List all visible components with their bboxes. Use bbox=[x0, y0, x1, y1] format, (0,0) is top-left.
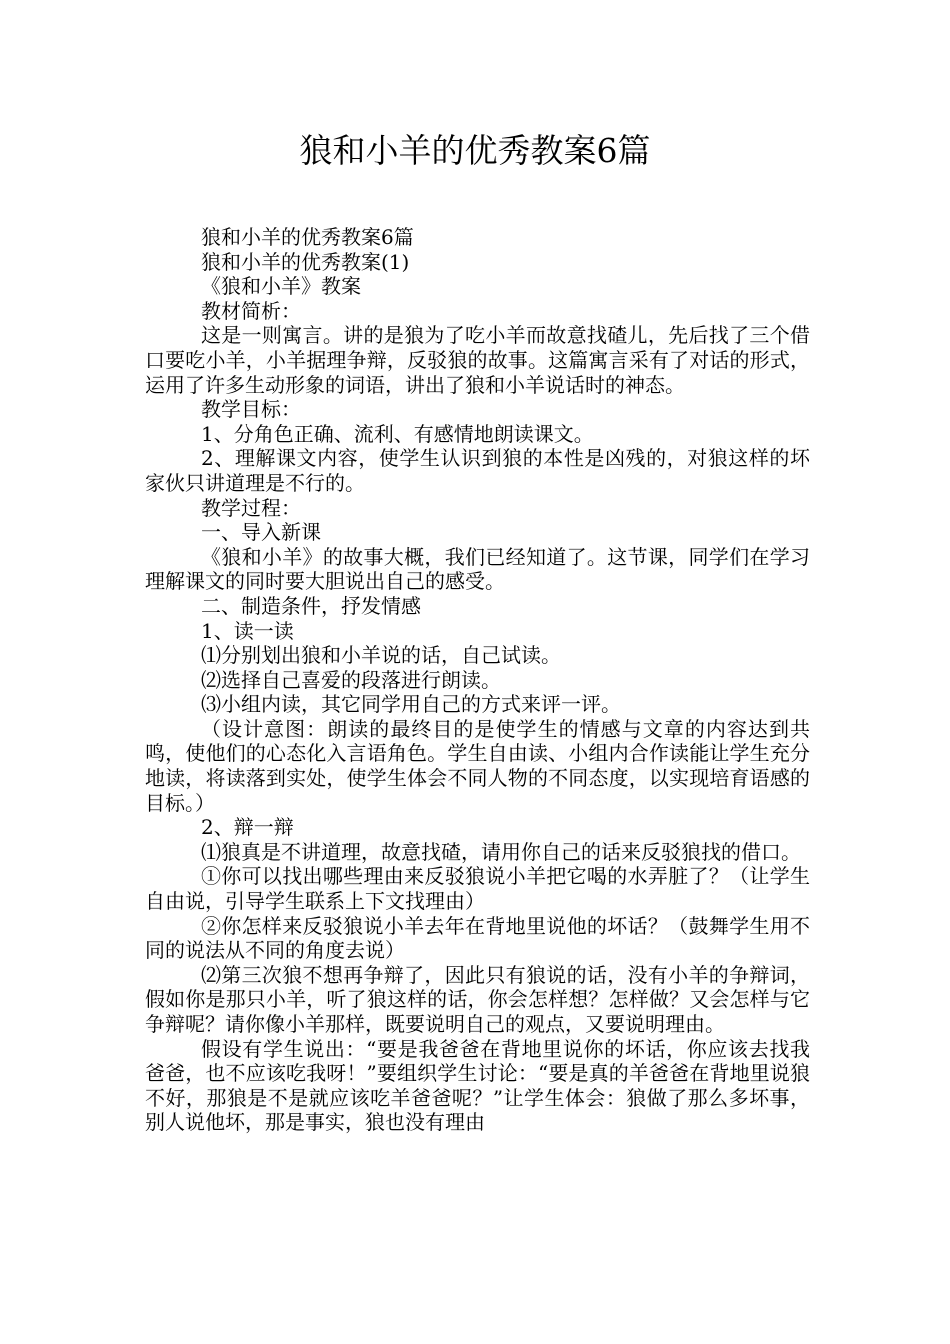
paragraph-goal-2: 2、理解课文内容，使学生认识到狼的本性是凶残的，对狼这样的坏家伙只讲道理是不行的。 bbox=[145, 446, 810, 495]
paragraph-read-item-3: ⑶小组内读，其它同学用自己的方式来评一评。 bbox=[201, 692, 621, 717]
paragraph-debate-heading: 2、辩一辩 bbox=[201, 815, 294, 840]
paragraph-step-2-heading: 二、制造条件，抒发情感 bbox=[201, 593, 421, 618]
paragraph-lesson-plan-name: 《狼和小羊》教案 bbox=[201, 274, 361, 299]
paragraph-lesson-title: 狼和小羊的优秀教案(1) bbox=[201, 249, 410, 274]
paragraph-debate-sub-1: ①你可以找出哪些理由来反驳狼说小羊把它喝的水弄脏了？（让学生自由说，引导学生联系上下文找理由） bbox=[145, 864, 810, 914]
paragraph-debate-item-2: ⑵第三次狼不想再争辩了，因此只有狼说的话，没有小羊的争辩词，假如你是那只小羊，听了狼这样的话，你会怎样想？怎样做？又会怎样与它争辩呢？请你像小羊那样，既要说明自己的观点，又要说明理由。 bbox=[145, 962, 810, 1036]
paragraph-read-heading: 1、读一读 bbox=[201, 618, 294, 643]
paragraph-section-goals: 教学目标： bbox=[201, 397, 301, 422]
paragraph-step-1-body: 《狼和小羊》的故事大概，我们已经知道了。这节课，同学们在学习理解课文的同时要大胆说出自己的感受。 bbox=[145, 544, 810, 594]
paragraph-design-intent: （设计意图：朗读的最终目的是使学生的情感与文章的内容达到共鸣，使他们的心态化入言语角色。学生自由读、小组内合作读能让学生充分地读，将读落到实处，使学生体会不同人物的不同态度，以实现培育语感的目标。） bbox=[145, 716, 810, 815]
document-title: 狼和小羊的优秀教案6篇 bbox=[299, 131, 651, 170]
paragraph-section-process: 教学过程： bbox=[201, 495, 301, 520]
paragraph-heading: 狼和小羊的优秀教案6篇 bbox=[201, 225, 414, 249]
paragraph-step-1-heading: 一、导入新课 bbox=[201, 520, 321, 545]
paragraph-material-body: 这是一则寓言。讲的是狼为了吃小羊而故意找碴儿，先后找了三个借口要吃小羊，小羊据理争辩，反驳狼的故事。这篇寓言采有了对话的形式，运用了许多生动形象的词语，讲出了狼和小羊说话时的神态。 bbox=[145, 323, 810, 397]
paragraph-debate-item-1: ⑴狼真是不讲道理，故意找碴，请用你自己的话来反驳狼找的借口。 bbox=[201, 839, 801, 864]
paragraph-section-material: 教材简析： bbox=[201, 298, 301, 323]
paragraph-read-item-1: ⑴分别划出狼和小羊说的话，自己试读。 bbox=[201, 643, 561, 668]
paragraph-read-item-2: ⑵选择自己喜爱的段落进行朗读。 bbox=[201, 667, 501, 692]
paragraph-discussion: 假设有学生说出：“要是我爸爸在背地里说你的坏话，你应该去找我爸爸，也不应该吃我呀！”要组织学生讨论：“要是真的羊爸爸在背地里说狼不好，那狼是不是就应该吃羊爸爸呢？”让学生体会：狼做了那么多坏事，别人说他坏，那是事实，狼也没有理由 bbox=[145, 1036, 810, 1135]
paragraph-goal-1: 1、分角色正确、流利、有感情地朗读课文。 bbox=[201, 421, 594, 446]
paragraph-debate-sub-2: ②你怎样来反驳狼说小羊去年在背地里说他的坏话？（鼓舞学生用不同的说法从不同的角度去说） bbox=[145, 913, 810, 963]
document-body bbox=[145, 225, 810, 1135]
